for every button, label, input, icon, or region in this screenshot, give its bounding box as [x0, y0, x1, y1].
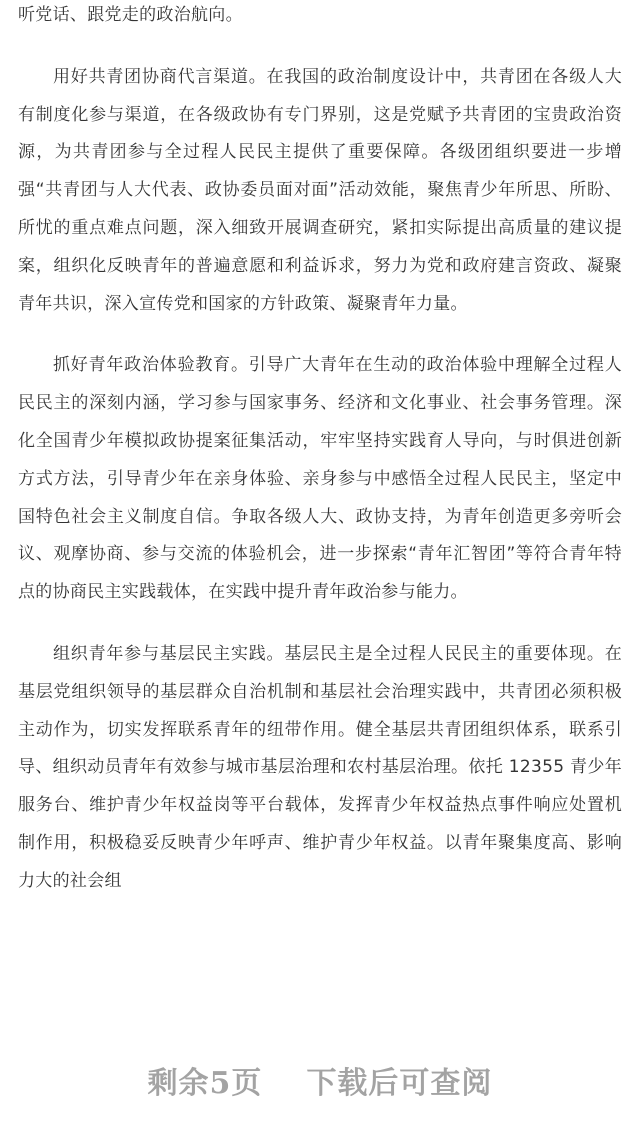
download-prompt-button[interactable] [0, 1050, 640, 1110]
download-to-view-label: 下载后可查阅 [306, 1066, 493, 1101]
paragraph-grassroots-democracy: 组织青年参与基层民主实践。基层民主是全过程人民民主的重要体现。在基层党组织领导的基层群众自治机制和基层社会治理实践中，共青团必须积极主动作为，切实发挥联系青年的纽带作用。健全基层共青团组织体系，联系引导、组织动员青年有效参与城市基层治理和农村基层治理。依托 12355 青少年服务台、维护青少年权益岗等平台载体，发挥青少年权益热点事件响应处置机制作用，积极稳妥反映青少年呼声、维护青少年权益。以青年聚集度高、影响力大的社会组 [18, 643, 622, 891]
paragraph-political-experience: 抓好青年政治体验教育。引导广大青年在生动的政治体验中理解全过程人民民主的深刻内涵，学习参与国家事务、经济和文化事业、社会事务管理。深化全国青少年模拟政协提案征集活动，牢牢坚持实践育人导向，与时俱进创新方式方法，引导青少年在亲身体验、亲身参与中感悟全过程人民民主，坚定中国特色社会主义制度自信。争取各级人大、政协支持，为青年创造更多旁听会议、观摩协商、参与交流的体验机会，进一步探索“青年汇智团”等符合青年特点的协商民主实践载体，在实践中提升青年政治参与能力。 [18, 355, 622, 603]
article-body [18, 0, 622, 901]
paragraph-consultation-channel: 用好共青团协商代言渠道。在我国的政治制度设计中，共青团在各级人大有制度化参与渠道，在各级政协有专门界别，这是党赋予共青团的宝贵政治资源，为共青团参与全过程人民民主提供了重要保障。各级团组织要进一步增强“共青团与人大代表、政协委员面对面”活动效能，聚焦青少年所思、所盼、所忧的重点难点问题，深入细致开展调查研究，紧扣实际提出高质量的建议提案，组织化反映青年的普遍意愿和利益诉求，努力为党和政府建言资政、凝聚青年共识，深入宣传党和国家的方针政策、凝聚青年力量。 [18, 66, 622, 314]
paragraph-intro-tail: 听党话、跟党走的政治航向。 [18, 5, 243, 25]
remaining-pages-label: 剩余5页 [147, 1066, 263, 1101]
